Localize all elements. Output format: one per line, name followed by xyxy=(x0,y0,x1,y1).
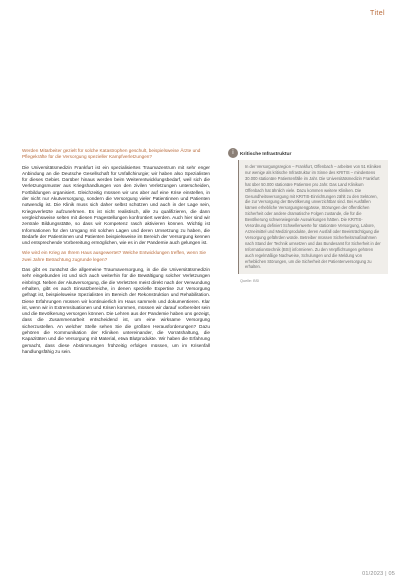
page-title: Titel xyxy=(370,10,385,17)
info-box-source: Quelle: BSI xyxy=(240,279,260,284)
interview-answer: Die Universitätsmedizin Frankfurt ist ein spezialisiertes Traumazentrum mit sehr enger Anbindung an die Deutsche Gesellschaft für Unfallchirurgie; wir haben also Spezialisten für dieses Gebiet. Darüber hinaus werden beim Weiterentwicklungsbedarf, weil sich die Verletzungsmuster aus Kriegshandlungen von den zivilen Verletzungen unterscheiden, Fortbildungen organisiert. Gleichzeitig müssen wir uns aber auf eine Krise einstellen, in der nicht nur Akutversorgung, sondern die Versorgung vieler Patientinnen und Patienten notwendig ist. Die Klinik muss sich daher selbst schützen und auch in der Lage sein, Kriegsverletzte aufzunehmen. Es ist nicht realistisch, alle zu qualifizieren, die dann vergleichsweise selten mit diesen Fragestellungen konfrontiert werden. Auch hier sind wir zentrale Bildungsstätte, so dass wir Kompetenz rasch aktivieren können. Wichtig ist Informationen für den Umgang mit solchen Lagen und deren Umsetzung zu haben, die Bedarfe der Patientinnen und Patienten beispielsweise im Bereich der Versorgung kennen und entsprechende Vorbereitung ermöglichen, wie es in der Pandemie auch gelungen ist. xyxy=(22,164,210,246)
info-box-title: Kritische Infrastruktur xyxy=(240,152,292,157)
main-article xyxy=(22,148,210,359)
info-box-body: In der Versorgungsregion – Frankfurt, Offenbach – arbeiten von 51 Kliniken nur wenige als kritische Infrastruktur im Sinne des KRITIS – mindestens 30.000 stationäre Patientenfälle im Jahr. Die Universitätsmedizin Frankfurt hat über 50.000 stationäre Patienten pro Jahr. Das Land Klinikum Offenbach hat ähnlich viele. Dazu kommen weitere Kliniken. Die Gesundheitsversorgung mit KRITIS-Einrichtungen zählt zu den Sektoren, die zur Versorgung der Bevölkerung unverzichtbar sind. Bei Ausfällen kämen erhebliche Versorgungsengpässe, Störungen der öffentlichen Sicherheit oder andere dramatische Folgen zustande, die für die Bevölkerung schwerwiegende Auswirkungen hätten. Die KRITIS-Verordnung definiert Schwellenwerte für stationäre Versorgung, Labore, Arzneimittel und Medizinprodukte, deren Ausfall oder Beeinträchtigung die Versorgung gefährden würde. Betreiber müssen Sicherheitsmaßnahmen nach Stand der Technik umsetzen und das Bundesamt für Sicherheit in der Informationstechnik (BSI) informieren. Zu den Verpflichtungen gehören auch regelmäßige Nachweise, Schulungen und die Meldung von erheblichen Störungen, um die Sicherheit der Patientenversorgung zu erhalten. xyxy=(238,160,388,274)
page-number: 01/2023 | 05 xyxy=(362,571,395,577)
info-box xyxy=(238,152,388,283)
interview-question: Werden Mitarbeiter gezielt für solche Katastrophen geschult, beispielsweise Ärzte und Pflegekräfte für die Versorgung spezieller Kampfverletzungen? xyxy=(22,148,201,160)
info-icon: i xyxy=(228,148,238,158)
interview-answer: Das gibt es zunächst die allgemeine Traumaversorgung, in die die Universitätsmedizin sehr eingebunden ist und sich auch weiterhin für die Bewältigung solcher Verletzungen einbringt. Neben der Akutversorgung, die die Verletzten meist direkt nach der Verwundung erhalten, gibt es auch Einsatzbereiche, in denen spezielle Expertise zur Versorgung gefragt ist, beispielsweise Spezialisten im Bereich der Rekonstruktion und Rehabilitation. Diese Erfahrungen müssen wir kontinuierlich im Haus sammeln und dokumentieren. Klar ist, wenn wir in Extremsituationen und Krisen kommen, müssen wir darauf vorbereitet sein und die Bevölkerung versorgen können. Die Lehren aus der Pandemie haben uns gezeigt, dass die Zusammenarbeit entscheidend ist, um eine wirksame Versorgung sicherzustellen. An welcher Stelle sehen Sie die größten Herausforderungen? Dazu gehören die Kommunikation der Kliniken untereinander, die Vorratshaltung, die Kapazitäten und die Versorgung mit Material, etwa Blutprodukte. Wir haben die Erfahrung gemacht, dass diese Abstimmungen frühzeitig erfolgen müssen, um im Krisenfall handlungsfähig zu sein. xyxy=(22,267,210,354)
interview-question: Wie wird ein Krieg an Ihrem Haus ausgewertet? Welche Entwicklungen treffen, wenn Sie zwei Jahre Betrachtung zugrunde legen? xyxy=(22,250,207,262)
